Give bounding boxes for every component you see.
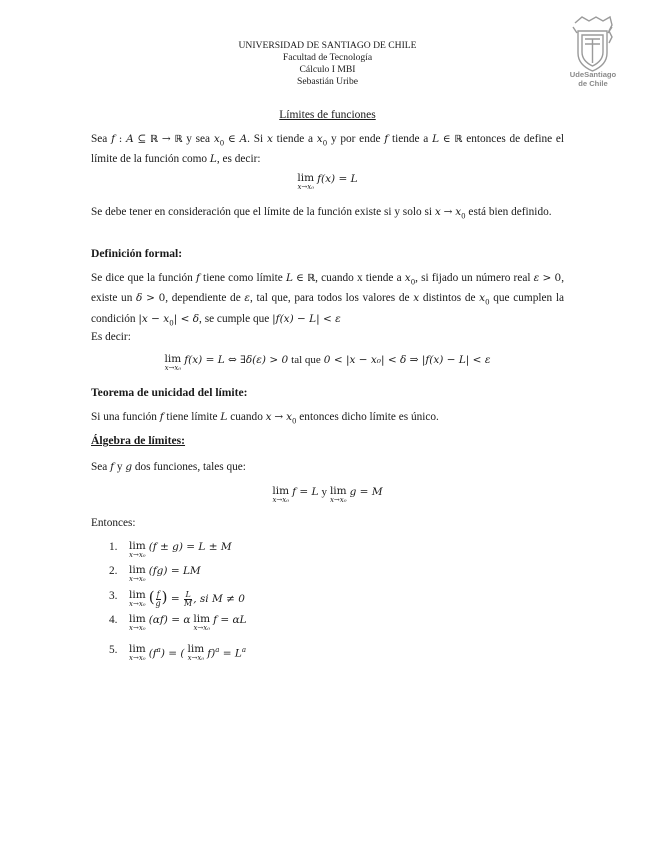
list-item: 4. lim x→x₀ (αf) = α lim x→x₀ f = αL xyxy=(109,613,247,632)
algebra-equation: lim x→x₀ f = L y lim x→x₀ g = M xyxy=(272,485,383,504)
formal-definition-heading: Definición formal: xyxy=(91,247,183,260)
formal-definition-paragraph: Se dice que la función f tiene como límite L ∈ ℝ, cuando x tiende a $x_0$, si fijado un número real ε > 0, existe un δ > 0, dependiente de ε, tal que, para todos los valores de x distintos de $x_0$ que cumplen la condición $|x - x_0| < \delta$, se cumple que |f(x) − L| < ε xyxy=(91,272,565,327)
entonces-label: Entonces: xyxy=(91,517,136,529)
course-name: Cálculo I MBI xyxy=(299,64,356,75)
consideration-paragraph: Se debe tener en consideración que el límite de la función existe si y solo si $x \to x_0$ está bien definido. xyxy=(91,206,552,221)
list-item: 1. lim x→x₀ (f ± g) = L ± M xyxy=(109,540,232,559)
document-header xyxy=(150,40,505,88)
university-name: UNIVERSIDAD DE SANTIAGO DE CHILE xyxy=(238,40,417,51)
logo-line-1: UdeSantiago xyxy=(569,70,617,79)
intro-paragraph: Sea f : A ⊆ ℝ → ℝ y sea $x_0$ ∈ A. Si x tiende a $x_0$ y por ende f tiende a L ∈ ℝ entonces de define el límite de la función como L, es decir: xyxy=(91,133,565,166)
list-item: 5. lim x→x₀ $(f^a)$ = ( lim x→x₀ $f)^a = L^a$ xyxy=(109,643,247,662)
author-name: Sebastián Uribe xyxy=(296,76,358,87)
limit-equation-1: lim x→x₀ f(x) = L xyxy=(297,172,358,191)
list-item: 2. lim x→x₀ (fg) = LM xyxy=(109,564,201,583)
logo-caption xyxy=(562,71,624,88)
faculty-name: Facultad de Tecnología xyxy=(282,52,373,63)
uniqueness-heading: Teorema de unicidad del límite: xyxy=(91,386,248,399)
formal-definition-equation: lim x→x₀ f(x) = L ⇔ ∃δ(ε) > 0 tal que 0 < |x − x₀| < δ ⇒ |f(x) − L| < ε xyxy=(164,353,491,372)
algebra-intro: Sea f y g dos funciones, tales que: xyxy=(91,461,246,473)
es-decir-label: Es decir: xyxy=(91,331,131,343)
logo-line-2: de Chile xyxy=(578,78,608,88)
list-item: 3. lim x→x₀ ( $\frac{f}{g}$ ) = $\frac{L}{M}$ , si M ≠ 0 xyxy=(109,588,245,608)
uniqueness-paragraph: Si una función f tiene límite L cuando $x \to x_0$ entonces dicho límite es único. xyxy=(91,411,439,426)
algebra-heading: Álgebra de límites: xyxy=(91,434,186,447)
page-title: Límites de funciones xyxy=(279,109,376,121)
